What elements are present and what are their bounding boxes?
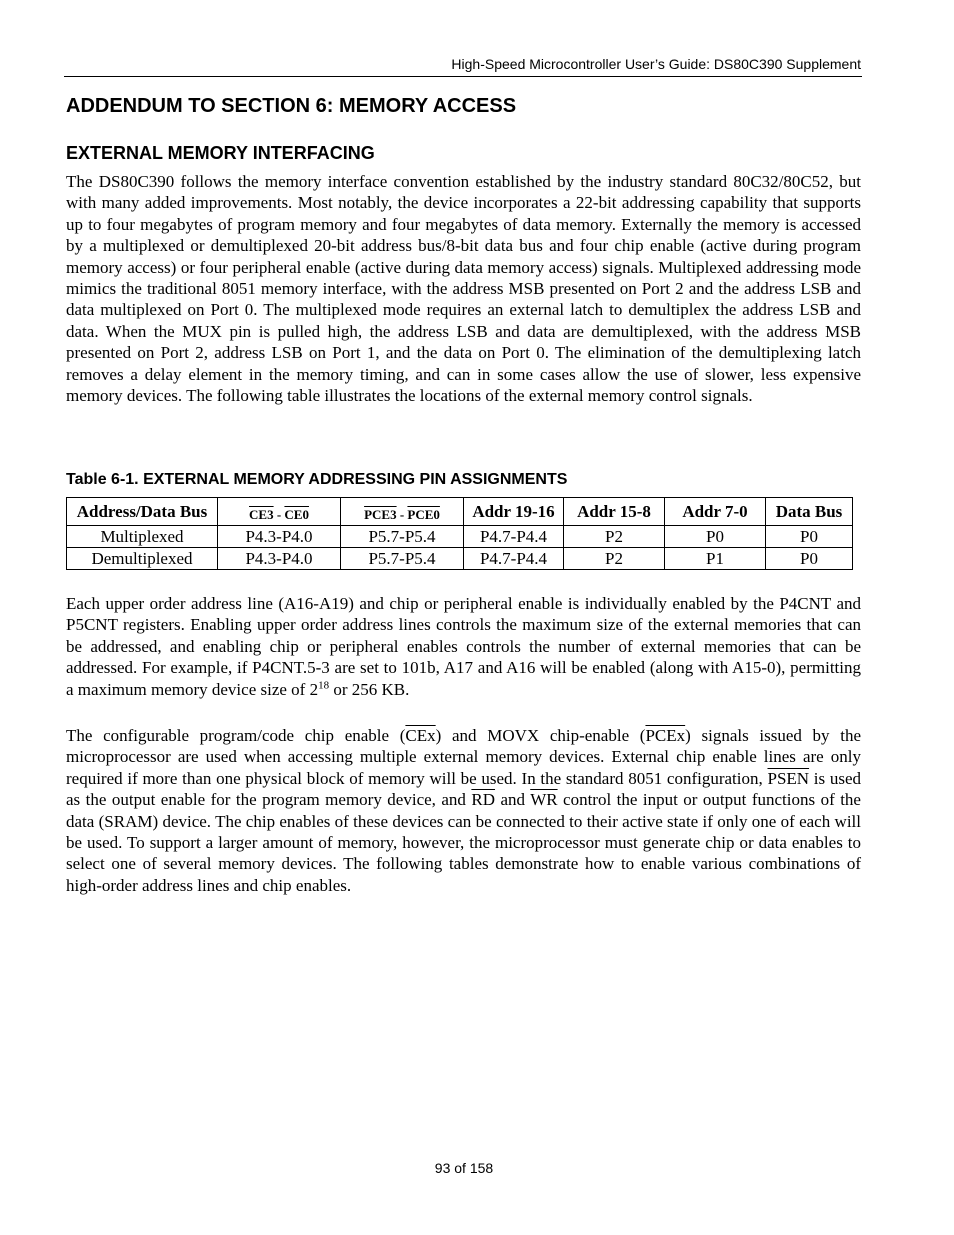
para3-text-5: and [495,790,531,810]
pin-assignment-table [66,497,853,570]
pcex-signal: PCEx [645,726,686,745]
table-header-row [67,498,853,526]
para3-text-4: is used as the output enable for the program memory device, and [66,768,861,810]
header-chip-enables [218,498,341,526]
section-title: ADDENDUM TO SECTION 6: MEMORY ACCESS [66,95,517,117]
header-peripheral-enables [341,498,464,526]
pce3-label: PCE3 [364,507,397,522]
enable-registers-paragraph [66,593,861,700]
table-cell: P5.7-P5.4 [341,548,464,570]
exponent: 18 [318,678,330,691]
para3-text-2: ) and MOVX chip-enable ( [435,726,646,745]
chip-enable-paragraph [66,725,861,896]
cex-signal: $\overline{CEx}$ [405,726,436,745]
ce-separator: - [273,507,285,522]
table-cell: P5.7-P5.4 [341,526,464,548]
para2-tail: or 256 KB. [329,679,410,699]
header-data-bus: Data Bus [766,498,853,526]
table-cell: P1 [665,548,766,570]
pce-separator: - [396,507,408,522]
header-addr-7-0: Addr 7-0 [665,498,766,526]
table-cell: Multiplexed [67,526,218,548]
psen-signal: PSEN [767,768,810,788]
page-number: 93 of 158 [434,1160,494,1176]
rd-signal: $\overline{RD}$ [471,790,496,810]
section-subtitle: EXTERNAL MEMORY INTERFACING [66,143,375,163]
intro-paragraph: The DS80C390 follows the memory interface convention established by the industry standard 80C32/80C52, but with many added improvements. Most notably, the device incorporates a 22-bit addressing capability that supports up to four megabytes of program memory and four megabytes of data memory. Externally the memory is accessed by a multiplexed or demultiplexed 20-bit address bus/8-bit data bus and four chip enable (active during program memory access) or four peripheral enable (active during data memory access) signals. Multiplexed addressing mode mimics the traditional 8051 memory interface, with the address MSB presented on Port 2 and the address LSB and data multiplexed on Port 0. The multiplexed mode requires an external latch to demultiplex the address LSB and data. When the MUX pin is pulled high, the address LSB and data are demultiplexed, with the address MSB presented on Port 2, address LSB on Port 1, and the data on Port 0. The elimination of the demultiplexing latch removes a delay element in the memory timing, and can in some cases allow the use of slower, less expensive memory devices. The following table illustrates the locations of the external memory control signals. [66,172,861,406]
table-cell: P4.3-P4.0 [218,548,341,570]
table-row [67,526,853,548]
pce0-label: PCE0 [407,507,440,522]
table-cell: P2 [564,548,665,570]
table-cell: P4.7-P4.4 [464,526,564,548]
table-cell: P2 [564,526,665,548]
para3-text-6: control the input or output functions of the data (SRAM) device. The chip enables of these devices can be connected to their active state if only one of each will be used. To support a larger amount of memory, however, the microprocessor must generate chip or data enables to select one of several memory devices. The following tables demonstrate how to enable various combinations of high-order address lines and chip enables. [66,790,861,895]
ce3-label: CE3 [249,507,274,522]
para2-text: Each upper order address line (A16-A19) and chip or peripheral enable is individually enabled by the P4CNT and P5CNT registers. Enabling upper order address lines controls the maximum size of the external memories that can be addressed, and enabling chip or peripheral enables controls the number of external memories that can be addressed. For example, if P4CNT.5-3 are set to 101b, A17 and A16 will be enabled (along with A15-0), permitting a maximum memory device size of 2 [66,594,861,699]
header-addr-15-8: Addr 15-8 [564,498,665,526]
header-address-data-bus: Address/Data Bus [67,498,218,526]
para3-text-1: The configurable program/code chip enable ( [66,726,406,745]
header-addr-19-16: Addr 19-16 [464,498,564,526]
table-row [67,548,853,570]
para3-text-3: ) signals issued by the microprocessor are used when accessing multiple external memory devices. External chip enable lines are only required if more than one physical block of memory will be used. In the standard 8051 configuration, [66,726,861,788]
table-title: Table 6-1. EXTERNAL MEMORY ADDRESSING PIN ASSIGNMENTS [66,471,568,488]
ce0-label: CE0 [284,507,309,522]
header-rule [64,76,862,77]
table-cell: Demultiplexed [67,548,218,570]
table-cell: P0 [665,526,766,548]
wr-signal: $\overline{WR}$ [530,790,558,810]
table-cell: P4.7-P4.4 [464,548,564,570]
table-cell: P0 [766,548,853,570]
table-cell: P4.3-P4.0 [218,526,341,548]
running-header: High-Speed Microcontroller User’s Guide: DS80C390 Supplement [451,56,861,72]
table-cell: P0 [766,526,853,548]
